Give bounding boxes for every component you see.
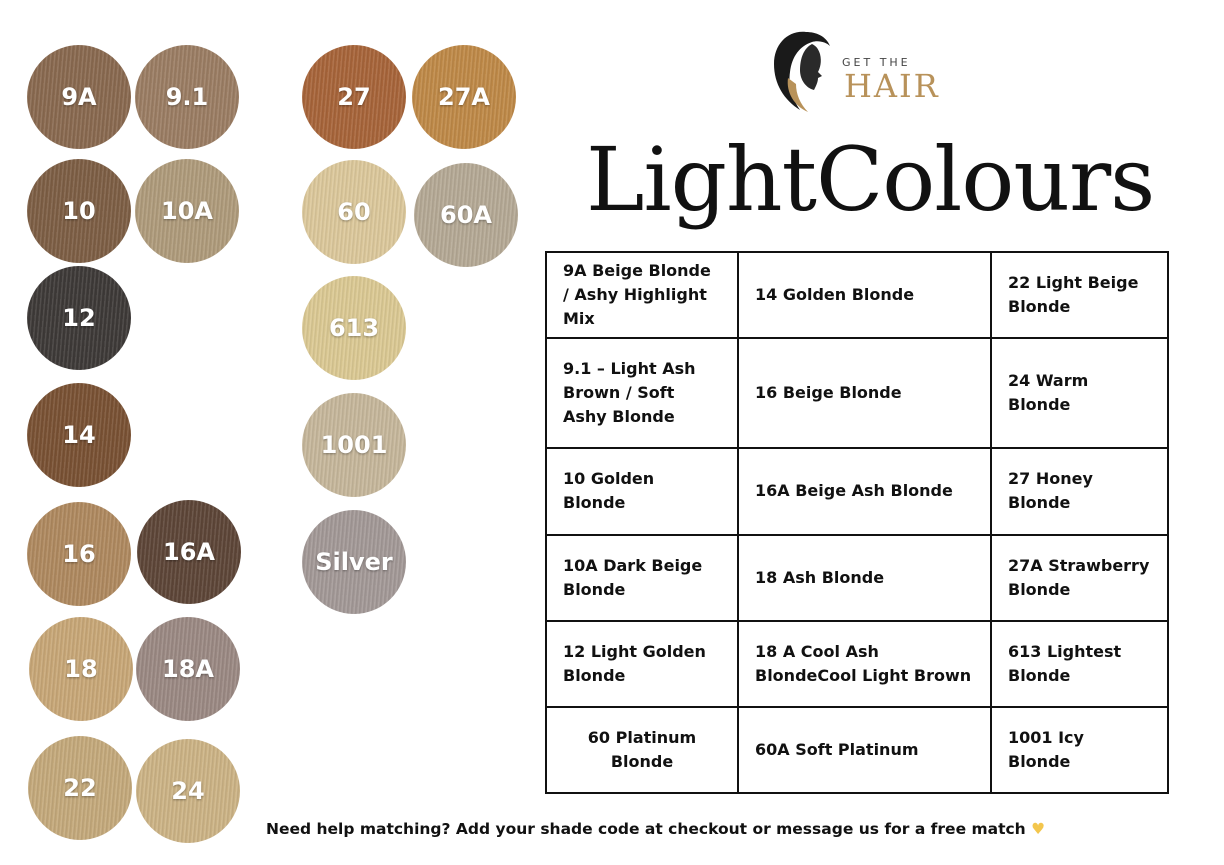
swatch-label: 18: [64, 655, 98, 683]
swatch-18: [29, 617, 133, 721]
swatch-label: 18A: [162, 655, 214, 683]
table-cell: 22 Light Beige Blonde: [991, 252, 1168, 338]
swatch-label: 9A: [61, 83, 97, 111]
table-cell: 27 Honey Blonde: [991, 448, 1168, 534]
swatch-label: 27A: [438, 83, 490, 111]
table-row: [546, 338, 1168, 448]
swatch-27a: [412, 45, 516, 149]
swatch-60a: [414, 163, 518, 267]
table-cell: 16A Beige Ash Blonde: [738, 448, 991, 534]
swatch-16a: [137, 500, 241, 604]
swatch-24: [136, 739, 240, 843]
swatch-10: [27, 159, 131, 263]
table-cell: 60A Soft Platinum: [738, 707, 991, 793]
table-row: [546, 621, 1168, 707]
swatch-613: [302, 276, 406, 380]
table-cell: 613 Lightest Blonde: [991, 621, 1168, 707]
swatch-16: [27, 502, 131, 606]
page-title: LightColours: [586, 128, 1155, 231]
swatch-label: 60: [337, 198, 371, 226]
swatch-label: 9.1: [165, 83, 209, 111]
swatch-label: 10A: [161, 197, 213, 225]
swatch-12: [27, 266, 131, 370]
table-row: [546, 535, 1168, 621]
table-cell: 60 Platinum Blonde: [546, 707, 738, 793]
table-cell: 24 Warm Blonde: [991, 338, 1168, 448]
swatch-label: 16: [62, 540, 96, 568]
swatch-label: 10: [62, 197, 96, 225]
table-cell: 18 Ash Blonde: [738, 535, 991, 621]
table-cell: 9A Beige Blonde / Ashy Highlight Mix: [546, 252, 738, 338]
table-cell: 12 Light Golden Blonde: [546, 621, 738, 707]
swatch-18a: [136, 617, 240, 721]
swatch-9-1: [135, 45, 239, 149]
swatch-label: 60A: [440, 201, 492, 229]
table-row: [546, 252, 1168, 338]
swatch-label: 613: [328, 314, 380, 342]
swatch-14: [27, 383, 131, 487]
table-cell: 10 Golden Blonde: [546, 448, 738, 534]
table-cell: 9.1 – Light Ash Brown / Soft Ashy Blonde: [546, 338, 738, 448]
logo-bottom-text: HAIR: [844, 67, 940, 105]
table-cell: 10A Dark Beige Blonde: [546, 535, 738, 621]
swatch-label: Silver: [315, 548, 393, 576]
swatch-label: 14: [62, 421, 96, 449]
footer-text: Need help matching? Add your shade code at checkout or message us for a free match: [266, 820, 1026, 838]
table-cell: 18 A Cool Ash BlondeCool Light Brown: [738, 621, 991, 707]
woman-silhouette-icon: [766, 26, 838, 116]
table-cell: 14 Golden Blonde: [738, 252, 991, 338]
swatch-label: 12: [62, 304, 96, 332]
swatch-label: 22: [63, 774, 97, 802]
logo-top-text: GET THE: [842, 56, 911, 69]
table-cell: 1001 Icy Blonde: [991, 707, 1168, 793]
table-cell: 27A Strawberry Blonde: [991, 535, 1168, 621]
table-cell: 16 Beige Blonde: [738, 338, 991, 448]
swatch-22: [28, 736, 132, 840]
table-row: [546, 448, 1168, 534]
swatch-27: [302, 45, 406, 149]
swatch-label: 27: [337, 83, 371, 111]
swatch-10a: [135, 159, 239, 263]
swatch-9a: [27, 45, 131, 149]
footer-message: [266, 820, 1045, 838]
swatch-label: 16A: [163, 538, 215, 566]
swatch-label: 1001: [320, 431, 388, 459]
swatch-60: [302, 160, 406, 264]
table-row: [546, 707, 1168, 793]
brand-logo: [766, 26, 946, 116]
swatch-silver: [302, 510, 406, 614]
shade-table: [545, 251, 1169, 794]
yellow-heart-icon: ♥: [1031, 820, 1046, 838]
swatch-label: 24: [171, 777, 205, 805]
swatch-1001: [302, 393, 406, 497]
